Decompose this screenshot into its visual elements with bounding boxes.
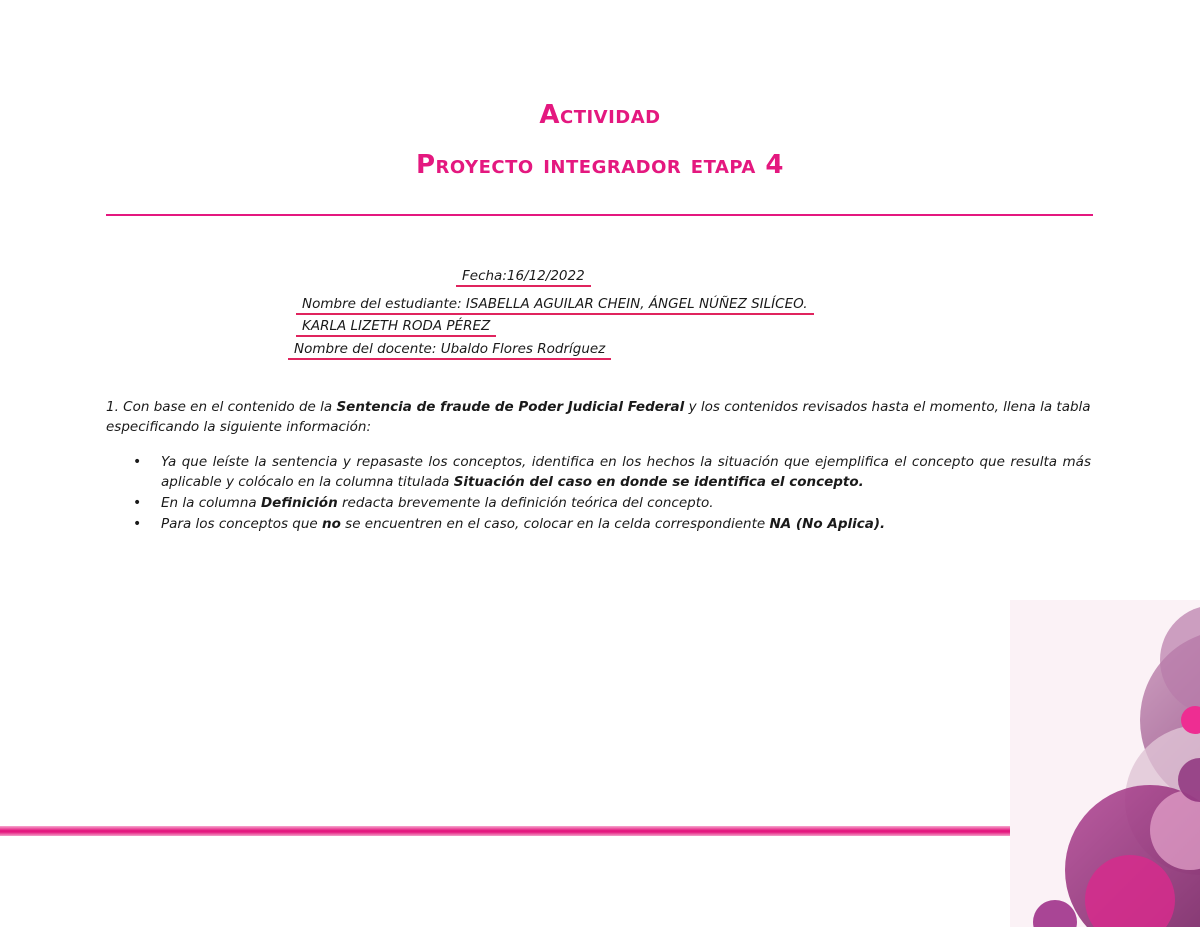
bullet-suffix: .: [858, 474, 864, 490]
bullet-bold: Situación del caso en donde se identifica el concepto: [453, 474, 859, 490]
list-item: [106, 493, 1091, 513]
bullet-bold: no: [322, 516, 341, 532]
intro-text-bold: Sentencia de fraude de Poder Judicial Federal: [336, 399, 685, 415]
bullet-text-cont: se encuentren en el caso, colocar en la celda correspondiente: [340, 516, 770, 532]
list-item: [106, 514, 1091, 534]
bullet-text: Ya que leíste la sentencia y repasaste los conceptos, identifica en los hechos la situación que ejemplifica el concepto que resulta más aplicable y colócalo en la columna titulada: [161, 454, 1091, 490]
student-names-line: Nombre del estudiante: ISABELLA AGUILAR CHEIN, ÁNGEL NÚÑEZ SILÍCEO.: [296, 296, 814, 315]
student-names-continued: KARLA LIZETH RODA PÉREZ: [296, 318, 496, 337]
bullet-suffix: redacta brevemente la definición teórica del concepto.: [337, 495, 714, 511]
bullet-bold-2: NA (No Aplica): [769, 516, 881, 532]
bullet-icon: •: [133, 516, 142, 532]
page-subtitle: Proyecto integrador etapa 4: [415, 150, 785, 180]
bullet-icon: •: [133, 454, 142, 470]
bullet-text: Para los conceptos que: [161, 516, 322, 532]
page-title: Actividad: [539, 100, 661, 130]
intro-text-suffix: y los contenidos revisados hasta el momento, llena la tabla especificando la siguiente información:: [106, 399, 1091, 435]
bullet-text: En la columna: [161, 495, 261, 511]
header-divider: [106, 214, 1093, 216]
decorative-circles-graphic: [1000, 600, 1200, 927]
bullet-bold: Definición: [260, 495, 338, 511]
date-line: Fecha:16/12/2022: [456, 268, 591, 287]
bullet-icon: •: [133, 495, 142, 511]
intro-text-prefix: 1. Con base en el contenido de la: [106, 399, 337, 415]
instructions-intro: [106, 397, 1096, 437]
list-item: [106, 452, 1091, 492]
instructions-list: [106, 452, 1091, 535]
teacher-name-line: Nombre del docente: Ubaldo Flores Rodríguez: [288, 341, 611, 360]
footer-band: [0, 826, 1060, 836]
bullet-suffix: .: [880, 516, 886, 532]
